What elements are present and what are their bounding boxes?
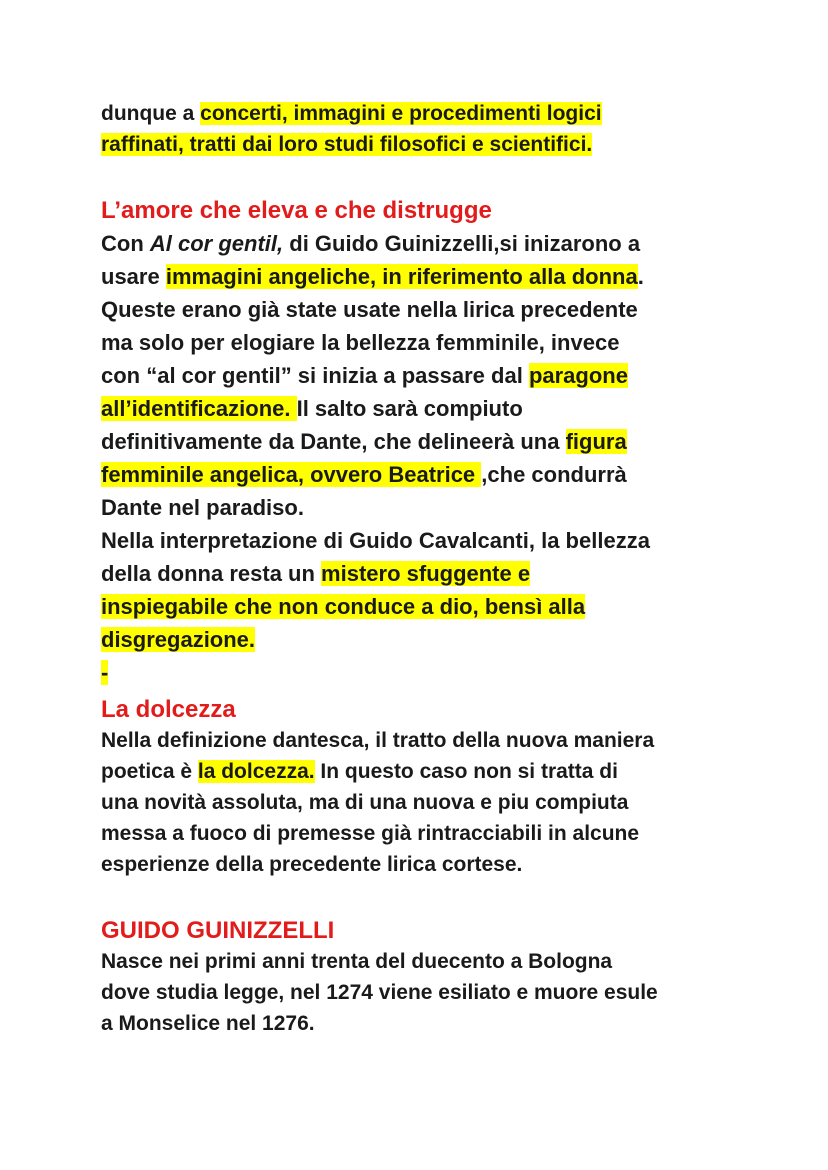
text-line: poetica è la dolcezza. In questo caso non si tratta di [101,760,618,783]
text-line: a Monselice nel 1276. [101,1012,315,1035]
text-line [101,623,741,656]
text-line: una novità assoluta, ma di una nuova e piu compiuta [101,791,629,814]
text-line: femminile angelica, ovvero Beatrice ,che condurrà [101,462,627,487]
text-line [101,129,741,160]
highlighted-text: femminile angelica, ovvero Beatrice [101,462,482,487]
text-line: Queste erano già state usate nella lirica precedente [101,297,638,322]
text-line: con “al cor gentil” si inizia a passare dal paragone [101,363,628,388]
highlighted-text: concerti, immagini e procedimenti logici [200,102,602,125]
text-line: Dante nel paradiso. [101,495,304,520]
text-line: dove studia legge, nel 1274 viene esiliato e muore esule [101,981,658,1004]
highlighted-text: mistero sfuggente e [321,561,531,586]
text-line: Nella definizione dantesca, il tratto della nuova maniera [101,729,655,752]
italic-title: Al cor gentil, [149,231,284,256]
intro-paragraph [101,98,741,160]
highlighted-dash: - [101,660,109,685]
text-line: Con Al cor gentil, di Guido Guinizzelli,si inizarono a [101,231,641,256]
section-heading: L’amore che eleva e che distrugge [101,197,492,224]
highlighted-text: la dolcezza. [197,760,315,783]
text-line [101,590,741,623]
text-line: Nella interpretazione di Guido Cavalcanti, la bellezza [101,528,650,553]
section-amore [101,194,741,689]
text-line: ma solo per elogiare la bellezza femminile, invece [101,330,620,355]
highlighted-text: raffinati, tratti dai loro studi filosofici e scientifici. [101,133,593,156]
text-line: messa a fuoco di premesse già rintracciabili in alcune [101,822,640,845]
highlighted-text: figura [565,429,627,454]
highlighted-text: disgregazione. [101,627,256,652]
text-line: esperienze della precedente lirica cortese. [101,853,523,876]
text-line: definitivamente da Dante, che delineerà una figura [101,429,627,454]
highlighted-text: inspiegabile che non conduce a dio, bensì alla [101,594,586,619]
text-line: usare immagini angeliche, in riferimento alla donna. [101,264,644,289]
section-dolcezza [101,694,741,880]
section-heading: La dolcezza [101,696,236,723]
text-line: della donna resta un mistero sfuggente e [101,561,531,586]
text-line: dunque a concerti, immagini e procedimenti logici [101,102,602,125]
highlighted-text: all’identificazione. [101,396,297,421]
highlighted-text: immagini angeliche, in riferimento alla donna [165,264,638,289]
highlighted-text: paragone [528,363,628,388]
text-line [101,656,741,689]
section-heading: GUIDO GUINIZZELLI [101,917,335,944]
section-guinizzelli [101,915,741,1039]
text-line: Nasce nei primi anni trenta del duecento a Bologna [101,950,613,973]
text-line: all’identificazione. Il salto sarà compiuto [101,396,523,421]
